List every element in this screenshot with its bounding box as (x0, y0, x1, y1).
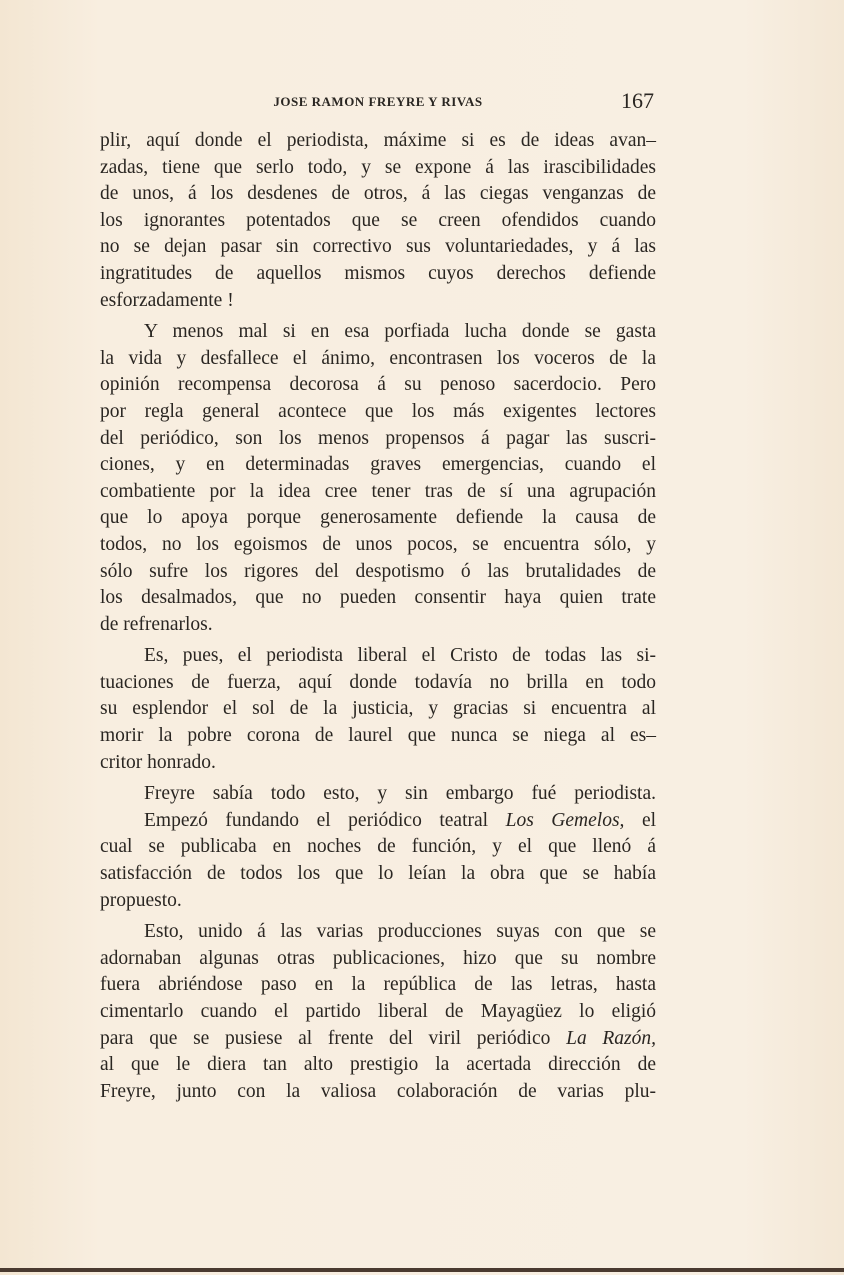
text-line: Y menos mal si en esa porfiada lucha donde se gasta (144, 321, 656, 343)
scan-bottom-edge (0, 1268, 844, 1272)
text-line: esforzadamente ! (100, 289, 234, 311)
text-line: los desalmados, que no pueden consentir haya quien trate (100, 587, 656, 609)
running-head (100, 88, 656, 112)
text-line: al que le diera tan alto prestigio la acertada dirección de (100, 1054, 656, 1076)
text-line: adornaban algunas otras publicaciones, hizo que su nombre (100, 947, 656, 969)
paragraph-3 (100, 643, 656, 776)
text-line: propuesto. (100, 889, 182, 911)
text-line: ingratitudes de aquellos mismos cuyos derechos defiende (100, 262, 656, 284)
text-line: critor honrado. (100, 751, 216, 773)
text-line: cual se publicaba en noches de función, y el que llenó á (100, 836, 656, 858)
running-head-title: JOSE RAMON FREYRE Y RIVAS (273, 94, 483, 109)
text-line: los ignorantes potentados que se creen ofendidos cuando (100, 209, 656, 231)
text-fragment: el (641, 809, 657, 831)
page-number: 167 (621, 88, 654, 113)
text-line: cimentarlo cuando el partido liberal de Mayagüez lo eligió (100, 1001, 656, 1022)
text-line: plir, aquí donde el periodista, máxime si es de ideas avan– (100, 130, 656, 151)
paragraph-6 (100, 919, 656, 1105)
body-text (100, 128, 656, 1110)
text-line: sólo sufre los rigores del despotismo ó las brutalidades de (100, 560, 656, 582)
text-line: de refrenarlos. (100, 613, 213, 635)
periodical-title-los-gemelos: Los Gemelos, (505, 809, 625, 831)
text-line: su esplendor el sol de la justicia, y gracias si encuentra al (100, 698, 656, 720)
text-line: de unos, á los desdenes de otros, á las ciegas venganzas de (100, 183, 656, 205)
text-line: por regla general acontece que los más exigentes lectores (100, 400, 656, 422)
text-line: que lo apoya porque generosamente defiende la causa de (100, 507, 656, 529)
periodical-title-la-razon: La Razón, (566, 1027, 657, 1049)
paragraph-5 (100, 808, 656, 914)
text-line: todos, no los egoismos de unos pocos, se encuentra sólo, y (100, 533, 656, 555)
paragraph-1 (100, 128, 656, 314)
text-line: del periódico, son los menos propensos á pagar las suscri- (100, 427, 656, 449)
text-line (100, 808, 656, 835)
text-fragment: Empezó fundando el periódico teatral (144, 809, 489, 831)
text-line: Freyre, junto con la valiosa colaboración de varias plu- (100, 1080, 656, 1102)
text-line: opinión recompensa decorosa á su penoso sacerdocio. Pero (100, 374, 656, 396)
text-line: Freyre sabía todo esto, y sin embargo fué periodista. (144, 783, 656, 805)
text-line: zadas, tiene que serlo todo, y se expone á las irascibilidades (100, 156, 656, 178)
text-line: fuera abriéndose paso en la república de las letras, hasta (100, 974, 656, 996)
text-line: satisfacción de todos los que lo leían la obra que se había (100, 863, 656, 885)
text-line: Esto, unido á las varias producciones suyas con que se (144, 921, 656, 943)
text-line: ciones, y en determinadas graves emergencias, cuando el (100, 454, 656, 476)
paragraph-2 (100, 319, 656, 638)
paragraph-4 (100, 781, 656, 808)
text-line: combatiente por la idea cree tener tras de sí una agrupación (100, 480, 656, 502)
text-line: Es, pues, el periodista liberal el Cristo de todas las si- (144, 645, 656, 667)
text-line: morir la pobre corona de laurel que nunca se niega al es– (100, 725, 656, 747)
text-fragment: para que se pusiese al frente del viril periódico (100, 1027, 551, 1049)
text-line (100, 1026, 656, 1053)
text-line: tuaciones de fuerza, aquí donde todavía no brilla en todo (100, 671, 656, 693)
text-line: no se dejan pasar sin correctivo sus voluntariedades, y á las (100, 236, 656, 258)
text-line: la vida y desfallece el ánimo, encontrasen los voceros de la (100, 347, 656, 369)
